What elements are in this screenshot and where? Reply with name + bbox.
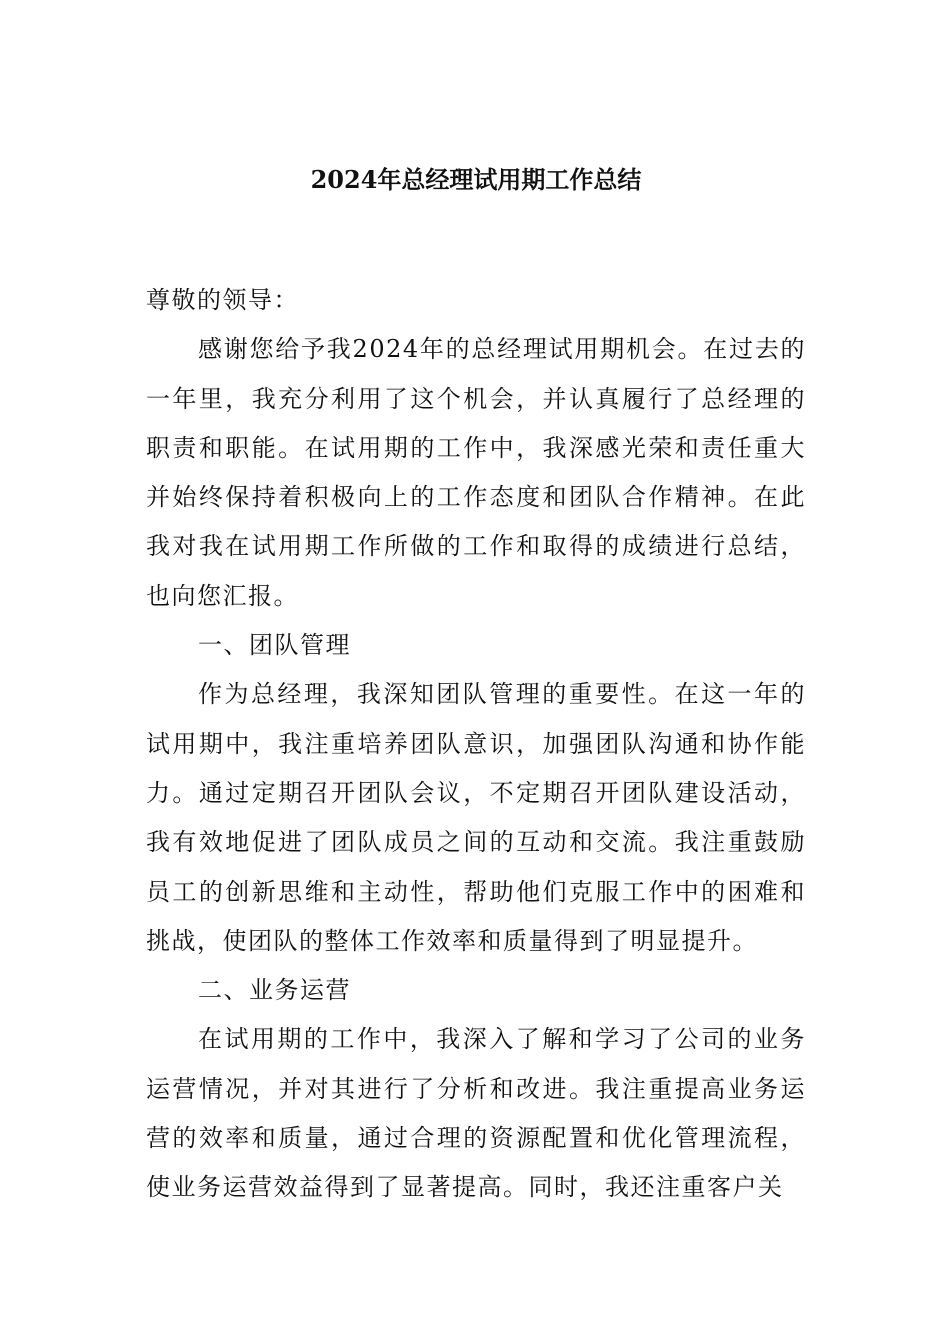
document-title: 2024年总经理试用期工作总结 bbox=[310, 165, 642, 194]
section-heading-team-management: 一、团队管理 bbox=[198, 631, 351, 660]
salutation: 尊敬的领导： bbox=[146, 286, 299, 314]
paragraph-team-management: 作为总经理，我深知团队管理的重要性。在这一年的试用期中，我注重培养团队意识，加强团队沟通和协作能力。通过定期召开团队会议，不定期召开团队建设活动，我有效地促进了团队成员之间的互动和交流。我注重鼓励员工的创新思维和主动性，帮助他们克服工作中的困难和挑战，使团队的整体工作效率和质量得到了明显提升。 bbox=[146, 680, 806, 955]
paragraph-intro: 感谢您给予我2024年的总经理试用期机会。在过去的一年里，我充分利用了这个机会，并认真履行了总经理的职责和职能。在试用期的工作中，我深感光荣和责任重大并始终保持着积极向上的工作态度和团队合作精神。在此我对我在试用期工作所做的工作和取得的成绩进行总结，也向您汇报。 bbox=[146, 335, 806, 610]
document-body bbox=[146, 276, 806, 1213]
section-heading-business-operations: 二、业务运营 bbox=[198, 976, 351, 1005]
paragraph-business-operations: 在试用期的工作中，我深入了解和学习了公司的业务运营情况，并对其进行了分析和改进。我注重提高业务运营的效率和质量，通过合理的资源配置和优化管理流程，使业务运营效益得到了显著提高。同时，我还注重客户关 bbox=[146, 1025, 806, 1202]
